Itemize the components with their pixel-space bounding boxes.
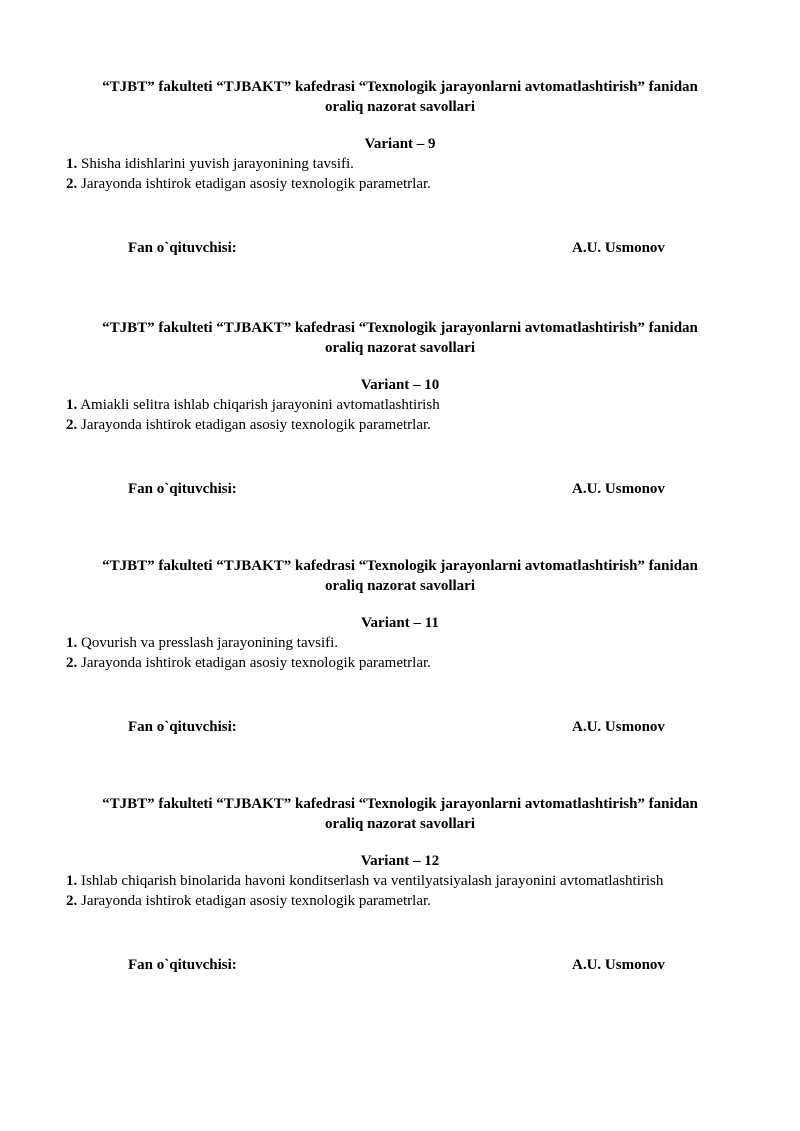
question-number: 2. [66,176,78,192]
question-list [0,871,800,911]
section-title [50,556,750,596]
question-item [66,871,800,891]
question-text: Jarayonda ishtirok etadigan asosiy texnologik parametrlar. [81,893,431,909]
question-item [66,653,800,673]
section-title [50,77,750,117]
question-list [0,633,800,673]
question-text: Qovurish va presslash jarayonining tavsifi. [81,635,339,651]
signature-label: Fan o`qituvchisi: [128,481,237,497]
variant-heading: Variant – 9 [364,136,436,152]
question-item [66,395,800,415]
question-number: 1. [66,635,78,651]
teacher-name: A.U. Usmonov [572,719,665,735]
title-line-2: oraliq nazorat savollari [325,99,475,115]
question-number: 2. [66,655,78,671]
exam-section-variant-10 [0,318,800,499]
signature-row [0,238,800,258]
section-title [50,794,750,834]
question-item [66,415,800,435]
title-line-1: “TJBT” fakulteti “TJBAKT” kafedrasi “Texnologik jarayonlarni avtomatlashtirish” fanidan [102,320,698,336]
question-item [66,154,800,174]
question-item [66,891,800,911]
exam-section-variant-11 [0,556,800,737]
question-text: Shisha idishlarini yuvish jarayonining tavsifi. [81,156,354,172]
teacher-name: A.U. Usmonov [572,957,665,973]
title-line-2: oraliq nazorat savollari [325,578,475,594]
title-line-1: “TJBT” fakulteti “TJBAKT” kafedrasi “Texnologik jarayonlarni avtomatlashtirish” fanidan [102,558,698,574]
question-number: 2. [66,417,78,433]
question-list [0,395,800,435]
question-text: Jarayonda ishtirok etadigan asosiy texnologik parametrlar. [81,655,431,671]
variant-heading: Variant – 10 [360,377,440,393]
question-number: 1. [66,397,78,413]
section-title [50,318,750,358]
question-item [66,174,800,194]
title-line-1: “TJBT” fakulteti “TJBAKT” kafedrasi “Texnologik jarayonlarni avtomatlashtirish” fanidan [102,796,698,812]
question-text: Amiakli selitra ishlab chiqarish jarayonini avtomatlashtirish [80,397,440,413]
signature-row [0,955,800,975]
signature-label: Fan o`qituvchisi: [128,719,237,735]
question-number: 1. [66,873,78,889]
question-item [66,633,800,653]
signature-row [0,479,800,499]
variant-heading: Variant – 11 [361,615,439,631]
question-number: 1. [66,156,78,172]
signature-row [0,717,800,737]
question-text: Ishlab chiqarish binolarida havoni konditserlash va ventilyatsiyalash jarayonini avtomatlashtirish [81,873,664,889]
teacher-name: A.U. Usmonov [572,240,665,256]
question-text: Jarayonda ishtirok etadigan asosiy texnologik parametrlar. [81,417,431,433]
question-text: Jarayonda ishtirok etadigan asosiy texnologik parametrlar. [81,176,431,192]
title-line-1: “TJBT” fakulteti “TJBAKT” kafedrasi “Texnologik jarayonlarni avtomatlashtirish” fanidan [102,79,698,95]
teacher-name: A.U. Usmonov [572,481,665,497]
exam-section-variant-12 [0,794,800,975]
signature-label: Fan o`qituvchisi: [128,957,237,973]
title-line-2: oraliq nazorat savollari [325,340,475,356]
signature-label: Fan o`qituvchisi: [128,240,237,256]
question-number: 2. [66,893,78,909]
exam-section-variant-9 [0,77,800,258]
title-line-2: oraliq nazorat savollari [325,816,475,832]
variant-heading: Variant – 12 [360,853,440,869]
question-list [0,154,800,194]
